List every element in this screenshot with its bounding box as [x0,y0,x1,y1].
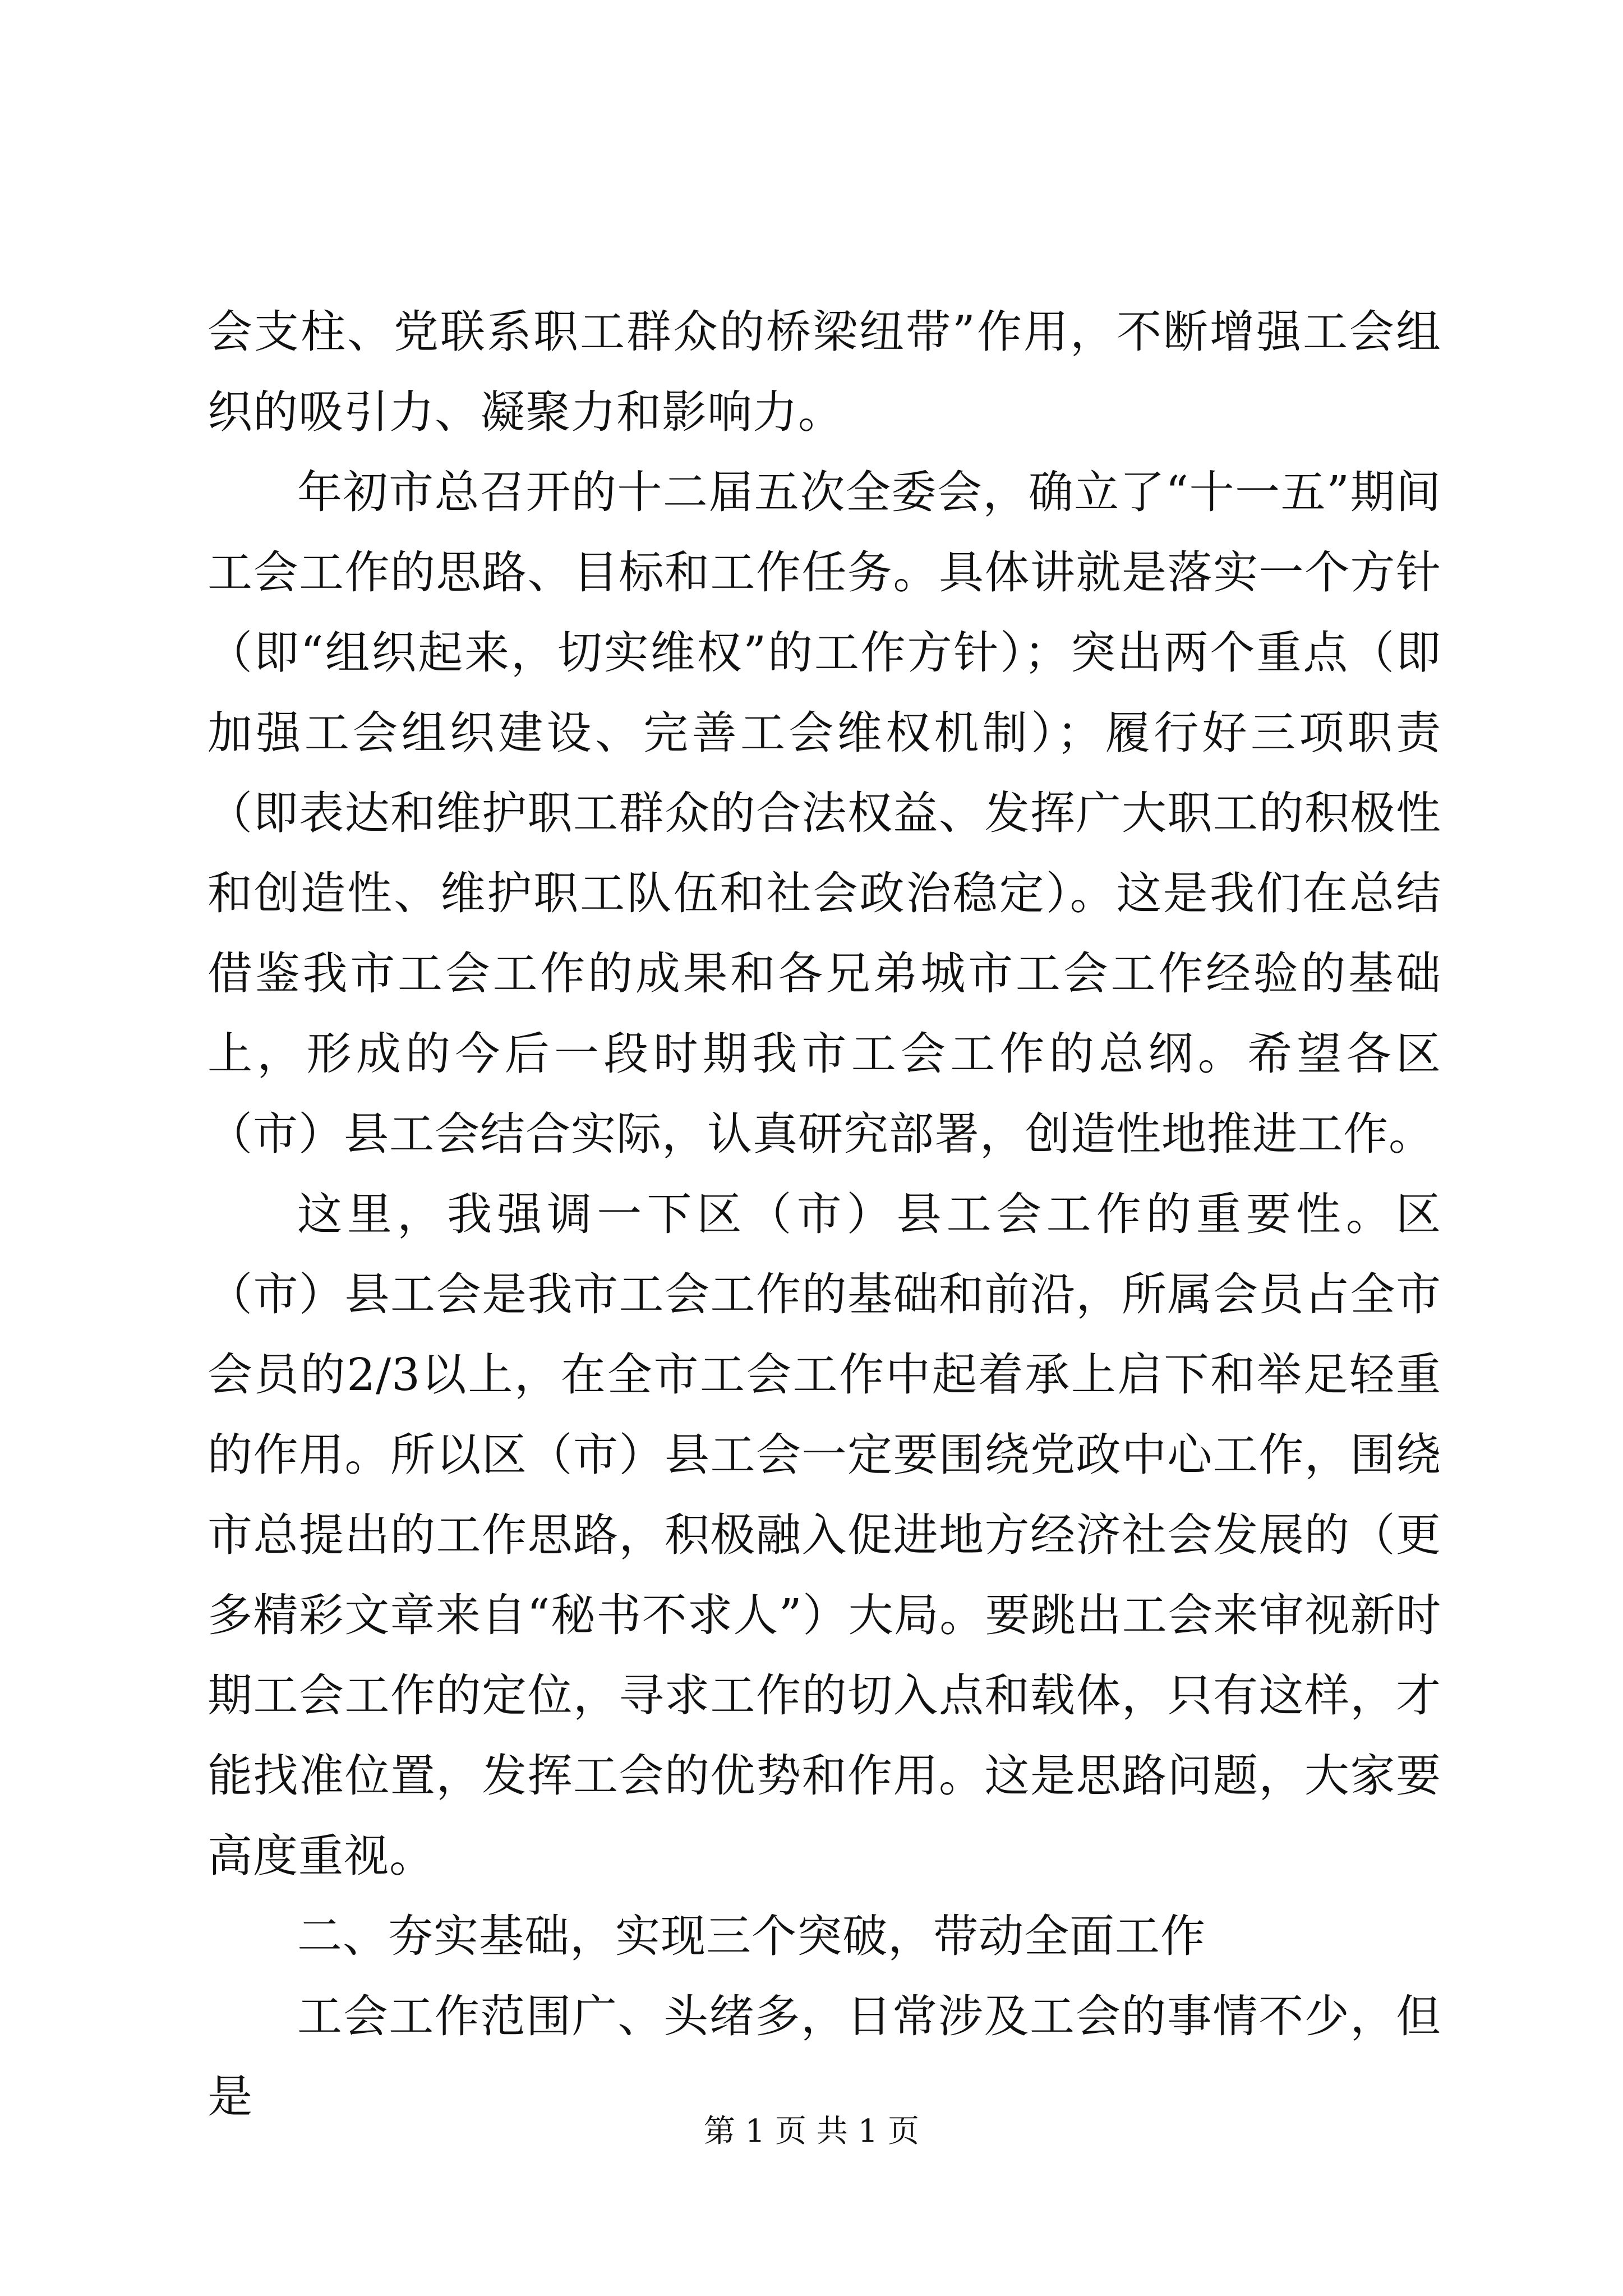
section-heading: 二、夯实基础，实现三个突破，带动全面工作 [297,1910,1206,1962]
page-footer: 第 1 页 共 1 页 [703,2113,920,2150]
paragraph-3: 这里，我强调一下区（市）县工会工作的重要性。区（市）县工会是我市工会工作的基础和前沿，所属会员占全市会员的2/3以上，在全市工会工作中起着承上启下和举足轻重的作用。所以区（市）县工会一定要围绕党政中心工作，围绕市总提出的工作思路，积极融入促进地方经济社会发展的（更多精彩文章来自“秘书不求人”）大局。要跳出工会来审视新时期工会工作的定位，寻求工作的切入点和载体，只有这样，才能找准位置，发挥工会的优势和作用。这是思路问题，大家要高度重视。 [208,1188,1441,1882]
paragraph-4: 工会工作范围广、头绪多，日常涉及工会的事情不少，但是 [208,1990,1441,2123]
document-body [208,292,1441,2137]
paragraph-1: 会支柱、党联系职工群众的桥梁纽带”作用，不断增强工会组织的吸引力、凝聚力和影响力。 [208,306,1441,438]
paragraph-2: 年初市总召开的十二届五次全委会，确立了“十一五”期间工会工作的思路、目标和工作任务。具体讲就是落实一个方针（即“组织起来，切实维权”的工作方针）；突出两个重点（即加强工会组织建设、完善工会维权机制）；履行好三项职责（即表达和维护职工群众的合法权益、发挥广大职工的积极性和创造性、维护职工队伍和社会政治稳定）。这是我们在总结借鉴我市工会工作的成果和各兄弟城市工会工作经验的基础上，形成的今后一段时期我市工会工作的总纲。希望各区（市）县工会结合实际，认真研究部署，创造性地推进工作。 [208,466,1441,1160]
